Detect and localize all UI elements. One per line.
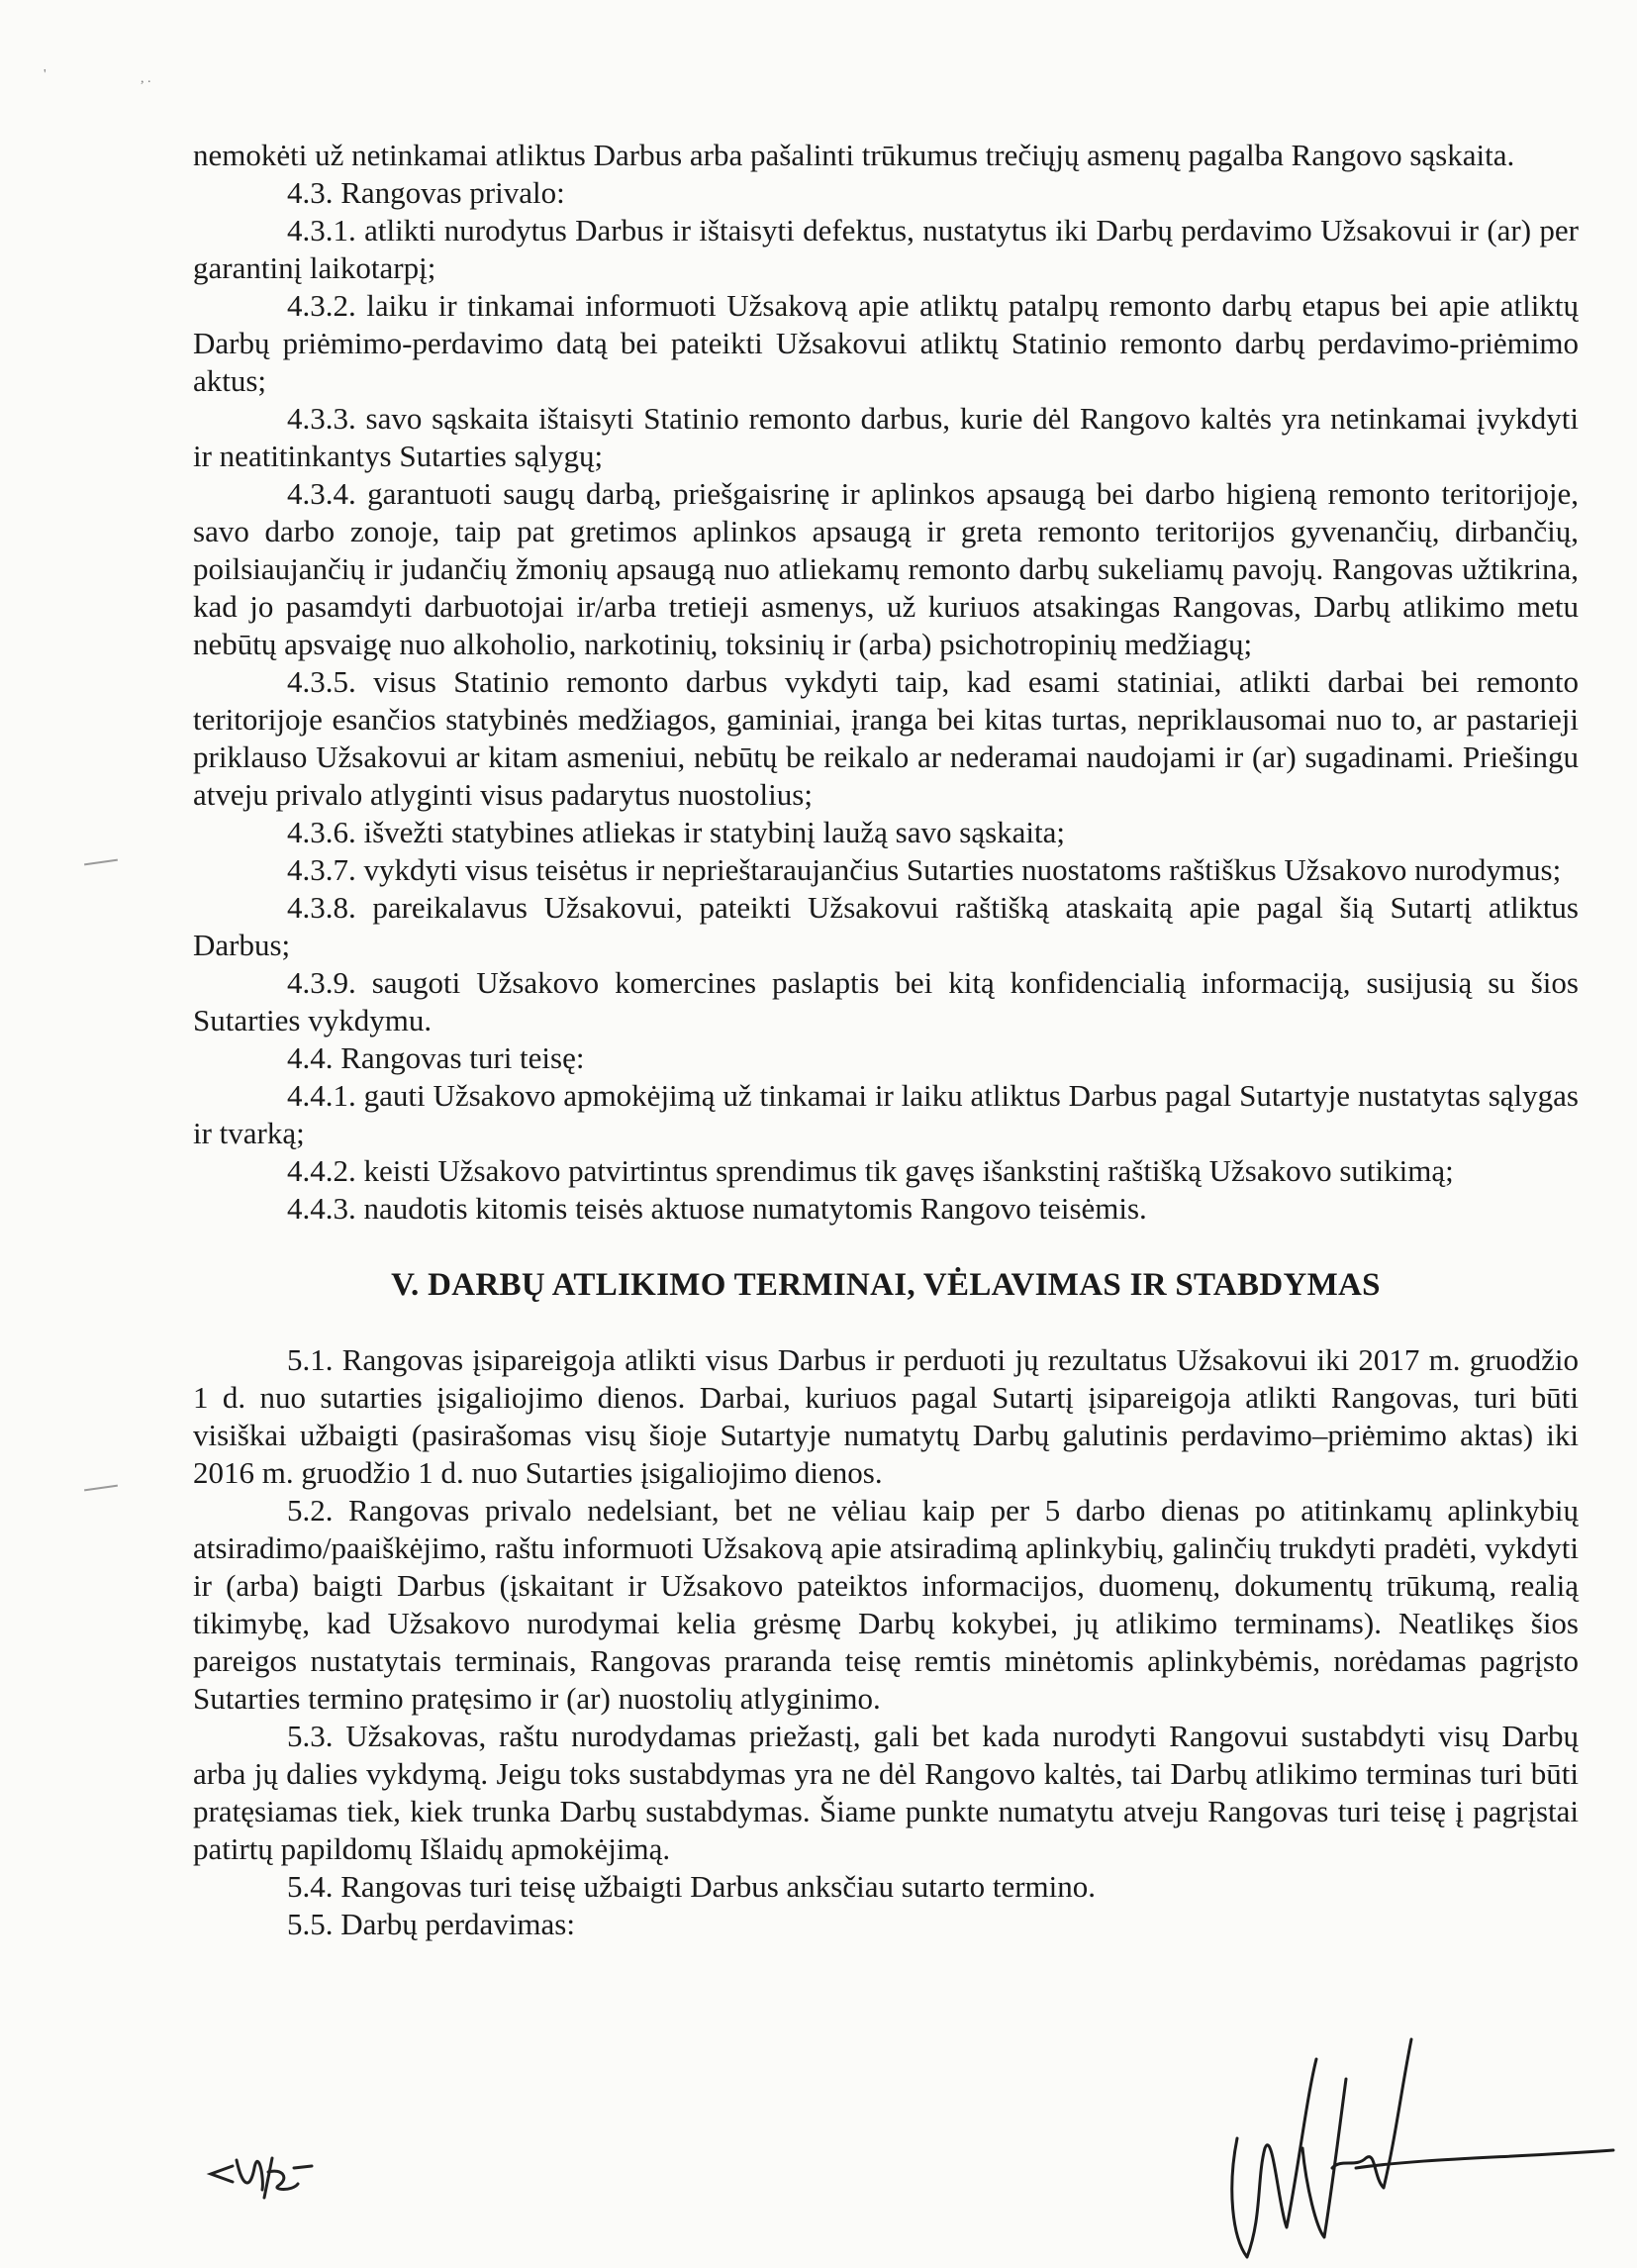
initials-signature (203, 2138, 341, 2208)
paragraph: 4.4.2. keisti Užsakovo patvirtintus sprendimus tik gavęs išankstinį raštišką Užsakovo sutikimą; (287, 1153, 1454, 1188)
paragraph: 5.1. Rangovas įsipareigoja atlikti visus Darbus ir perduoti jų rezultatus Užsakovui iki 2017 m. gruodžio 1 d. nuo sutarties įsigaliojimo dienos. Darbai, kuriuos pagal Sutartį įsipareigoja atlikti Rangovas, turi būti visiškai užbaigti (pasirašomas visų šioje Sutartyje numatytų Darbų galutinis perdavimo–priėmimo aktas) iki 2016 m. gruodžio 1 d. nuo Sutarties įsigaliojimo dienos. (193, 1342, 1579, 1490)
paragraph: 5.4. Rangovas turi teisę užbaigti Darbus anksčiau sutarto termino. (287, 1869, 1097, 1904)
paragraph: 4.3.4. garantuoti saugų darbą, priešgaisrinę ir aplinkos apsaugą bei darbo higieną remonto teritorijoje, savo darbo zonoje, taip pat gretimos aplinkos apsaugą ir greta remonto teritorijos gyvenančių, dirbančių, poilsiaujančių ir judančių žmonių apsaugą nuo atliekamų remonto darbų sukeliamų pavojų. Rangovas užtikrina, kad jo pasamdyti darbuotojai ir/arba tretieji asmenys, už kuriuos atsakingas Rangovas, Darbų atlikimo metu nebūtų apsvaigę nuo alkoholio, narkotinių, toksinių ir (arba) psichotropinių medžiagų; (193, 476, 1579, 661)
margin-mark (84, 1485, 118, 1492)
paragraph: 4.3.6. išvežti statybines atliekas ir statybinį laužą savo sąskaita; (287, 815, 1066, 849)
paragraph: 5.2. Rangovas privalo nedelsiant, bet ne vėliau kaip per 5 darbo dienas po atitinkamų aplinkybių atsiradimo/paaiškėjimo, raštu informuoti Užsakovą apie atsiradimą aplinkybių, galinčių trukdyti pradėti, vykdyti ir (arba) baigti Darbus (įskaitant ir Užsakovo pateiktos informacijos, duomenų, dokumentų trūkumą, realią tikimybę, kad Užsakovo nurodymai kelia grėsmę Darbų kokybei, jų atlikimo terminams). Neatlikęs šios pareigos nustatytais terminais, Rangovas praranda teisę remtis minėtomis aplinkybėmis, norėdamas pagrįsto Sutarties termino pratęsimo ir (ar) nuostolių atlyginimo. (193, 1493, 1579, 1716)
document-page (193, 137, 1579, 1943)
paragraph: 5.3. Užsakovas, raštu nurodydamas priežastį, gali bet kada nurodyti Rangovui sustabdyti visų Darbų arba jų dalies vykdymą. Jeigu toks sustabdymas yra ne dėl Rangovo kaltės, tai Darbų atlikimo terminas turi būti pratęsiamas tiek, kiek trunka Darbų sustabdymas. Šiame punkte numatytu atveju Rangovas turi teisę į pagrįstai patirtų papildomų Išlaidų apmokėjimą. (193, 1719, 1579, 1866)
paragraph: 4.3.3. savo sąskaita ištaisyti Statinio remonto darbus, kurie dėl Rangovo kaltės yra netinkamai įvykdyti ir neatitinkantys Sutarties sąlygų; (193, 401, 1579, 473)
paragraph: 4.3.1. atlikti nurodytus Darbus ir ištaisyti defektus, nustatytus iki Darbų perdavimo Užsakovui ir (ar) per garantinį laikotarpį; (193, 213, 1579, 285)
paragraph: 4.3.8. pareikalavus Užsakovui, pateikti Užsakovui raštišką ataskaitą apie pagal šią Sutartį atliktus Darbus; (193, 890, 1579, 962)
paragraph: 4.3.7. vykdyti visus teisėtus ir neprieštaraujančius Sutarties nuostatoms raštiškus Užsakovo nurodymus; (287, 852, 1562, 887)
scan-speck: ' (44, 67, 47, 82)
handwritten-signature (1207, 2020, 1623, 2267)
section-heading: V. DARBŲ ATLIKIMO TERMINAI, VĖLAVIMAS IR STABDYMAS (391, 1267, 1381, 1303)
margin-mark (84, 859, 118, 866)
paragraph: 4.4. Rangovas turi teisę: (287, 1040, 585, 1075)
paragraph: 4.3.2. laiku ir tinkamai informuoti Užsakovą apie atliktų patalpų remonto darbų etapus bei apie atliktų Darbų priėmimo-perdavimo datą bei pateikti Užsakovui atliktų Statinio remonto darbų perdavimo-priėmimo aktus; (193, 288, 1579, 398)
paragraph: 5.5. Darbų perdavimas: (287, 1907, 575, 1941)
paragraph: 4.3.9. saugoti Užsakovo komercines paslaptis bei kitą konfidencialią informaciją, susijusią su šios Sutarties vykdymu. (193, 965, 1579, 1037)
paragraph: nemokėti už netinkamai atliktus Darbus arba pašalinti trūkumus trečiųjų asmenų pagalba Rangovo sąskaita. (193, 138, 1515, 172)
paragraph: 4.4.1. gauti Užsakovo apmokėjimą už tinkamai ir laiku atliktus Darbus pagal Sutartyje nustatytas sąlygas ir tvarką; (193, 1078, 1579, 1150)
paragraph: 4.3. Rangovas privalo: (287, 175, 565, 210)
scan-speck: , . (141, 71, 151, 86)
paragraph: 4.4.3. naudotis kitomis teisės aktuose numatytomis Rangovo teisėmis. (287, 1191, 1147, 1226)
paragraph: 4.3.5. visus Statinio remonto darbus vykdyti taip, kad esami statiniai, atlikti darbai bei remonto teritorijoje esančios statybinės medžiagos, gaminiai, įranga bei kitas turtas, nepriklausomai nuo to, ar pastarieji priklauso Užsakovui ar kitam asmeniui, nebūtų be reikalo ar nederamai naudojami ir (ar) sugadinami. Priešingu atveju privalo atlyginti visus padarytus nuostolius; (193, 664, 1579, 812)
